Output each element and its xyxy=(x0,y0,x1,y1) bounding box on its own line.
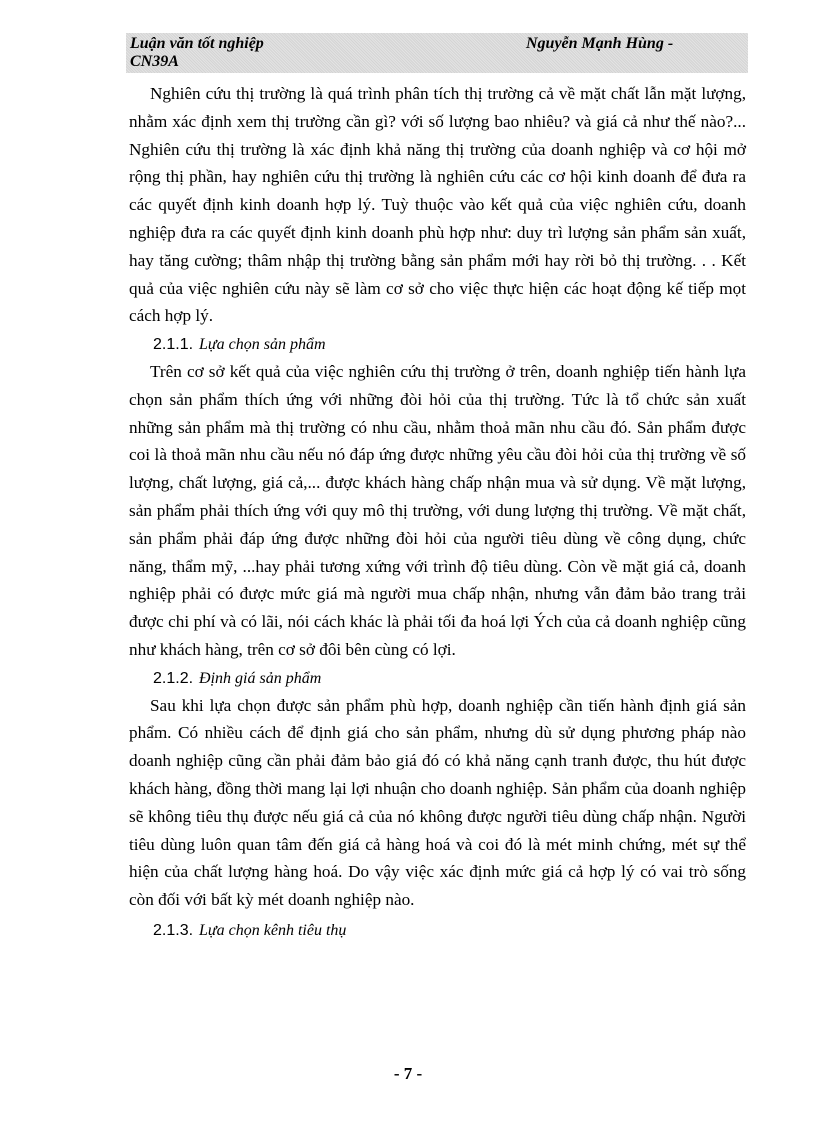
section-heading-product-selection xyxy=(129,330,746,358)
page-number: - 7 - xyxy=(393,1064,423,1083)
header-author: Nguyễn Mạnh Hùng - xyxy=(526,35,674,52)
section-title: Lựa chọn sản phẩm xyxy=(199,336,326,354)
page-body xyxy=(129,80,746,944)
section-number: 2.1.1. xyxy=(153,336,194,354)
header-class-label: CN39A xyxy=(130,53,179,70)
section-title: Lựa chọn kênh tiêu thụ xyxy=(199,921,347,939)
section-title: Định giá sản phẩm xyxy=(199,669,322,687)
header-thesis-label: Luận văn tốt nghiệp xyxy=(130,35,264,52)
page-header xyxy=(126,33,748,73)
section-number: 2.1.2. xyxy=(153,669,194,687)
section-number: 2.1.3. xyxy=(153,921,194,939)
section-heading-pricing xyxy=(129,664,746,692)
paragraph-pricing: Sau khi lựa chọn được sản phẩm phù hợp, doanh nghiệp cần tiến hành định giá sản phẩm. Có nhiều cách để định giá cho sản phẩm, nhưng dù sử dụng phương pháp nào doanh nghiệp cũng cần phải đảm bảo giá đó có khả năng cạnh tranh được, thu hút được khách hàng, đồng thời mang lại lợi nhuận cho doanh nghiệp. Sản phẩm của doanh nghiệp sẽ không tiêu thụ được nếu giá cả của nó không được người tiêu dùng chấp nhận. Người tiêu dùng luôn quan tâm đến giá cả hàng hoá và coi đó là mét minh chứng, mét sự thể hiện của chất lượng hàng hoá. Do vậy việc xác định mức giá cả hợp lý có vai trò sống còn đối với bất kỳ mét doanh nghiệp nào. xyxy=(129,695,746,910)
paragraph-market-research: Nghiên cứu thị trường là quá trình phân tích thị trường cả về mặt chất lẫn mặt lượng, nhằm xác định xem thị trường cần gì? với số lượng bao nhiêu? và giá cả như thế nào?... Nghiên cứu thị trường là xác định khả năng thị trường của doanh nghiệp và cơ hội mở rộng thị phần, hay nghiên cứu thị trường là nghiên cứu các cơ hội kinh doanh để đưa ra các quyết định kinh doanh hợp lý. Tuỳ thuộc vào kết quả của việc nghiên cứu, doanh nghiệp đưa ra các quyết định kinh doanh phù hợp như: duy trì lượng sản phẩm sản xuất, hay tăng cường; thâm nhập thị trường bằng sản phẩm mới hay rời bỏ thị trường. . . Kết quả của việc nghiên cứu này sẽ làm cơ sở cho việc thực hiện các hoạt động kế tiếp mọt cách hợp lý. xyxy=(129,84,746,326)
paragraph-product-selection: Trên cơ sở kết quả của việc nghiên cứu thị trường ở trên, doanh nghiệp tiến hành lựa chọn sản phẩm thích ứng với những đòi hỏi của thị trường. Tức là tổ chức sản xuất những sản phẩm mà thị trường có nhu cầu, nhằm thoả mãn nhu cầu đó. Sản phẩm được coi là thoả mãn nhu cầu nếu nó đáp ứng được những yêu cầu đòi hỏi của thị trường về số lượng, chất lượng, giá cả,... được khách hàng chấp nhận mua và sử dụng. Về mặt lượng, sản phẩm phải thích ứng với quy mô thị trường, với dung lượng thị trường. Về mặt chất, sản phẩm phải đáp ứng được những đòi hỏi của người tiêu dùng về công dụng, chức năng, thẩm mỹ, ...hay phải tương xứng với trình độ tiêu dùng. Còn về mặt giá cả, doanh nghiệp phải có được mức giá mà người mua chấp nhận, nhưng vẫn đảm bảo trang trải được chi phí và có lãi, nói cách khác là phải tối đa hoá lợi Ých của cả doanh nghiệp cũng như khách hàng, trên cơ sở đôi bên cùng có lợi. xyxy=(129,361,746,659)
header-left xyxy=(130,35,264,71)
section-heading-distribution-channel xyxy=(129,916,746,944)
